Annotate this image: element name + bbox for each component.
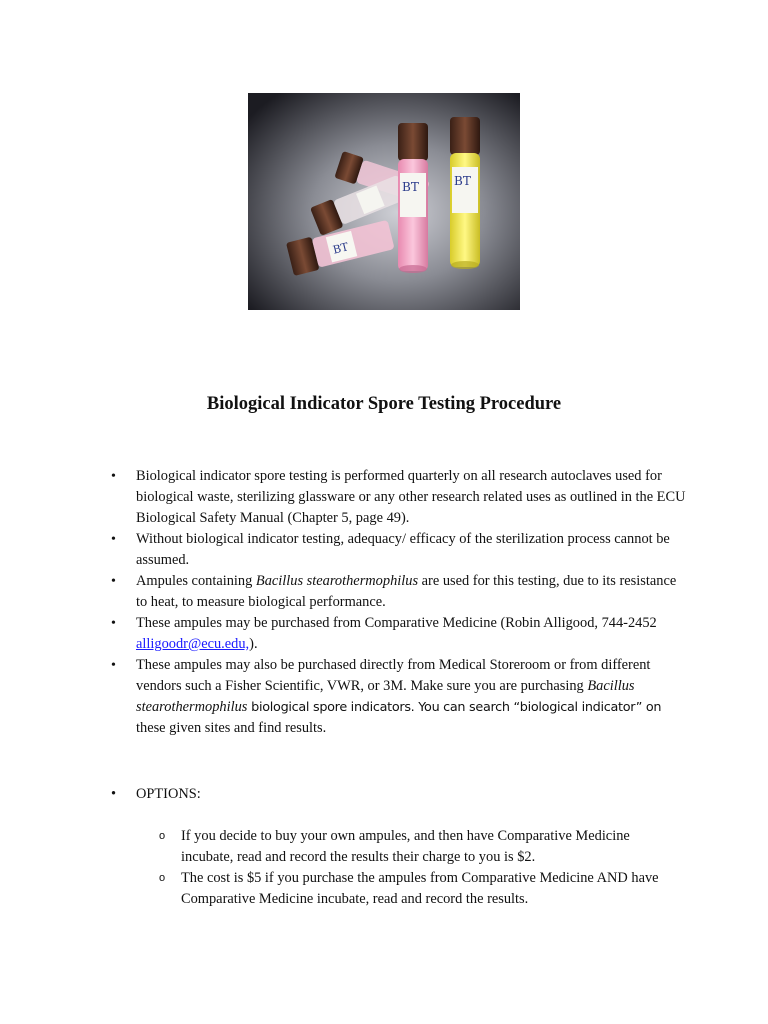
options-heading: • OPTIONS: [108,784,688,805]
bullet-text: Ampules containing [136,573,256,589]
bullet-text: These ampules may be purchased from Comparative Medicine (Robin Alligood, 744-2452 [136,615,657,631]
ampules-illustration [248,93,520,310]
options-sublist [154,826,684,910]
bullet-text: These ampules may also be purchased directly from Medical Storeroom or from different vendors such a Fisher Scientific, VWR, or 3M. Make sure you are purchasing [136,657,651,694]
bullet-purchase-vendors [108,655,688,739]
standing-vial-pink [398,123,428,273]
bullet-text: ). [249,636,258,652]
bullet-text: Without biological indicator testing, adequacy/ efficacy of the sterilization process cannot be assumed. [136,531,670,568]
ampules-photo [248,93,520,310]
bullet-text-sans: biological spore indicators. You can search “biological indicator” on [247,700,662,715]
species-name: Bacillus stearothermophilus [255,573,419,589]
vial-label-text: BT [402,180,419,194]
bullet-text: Biological indicator spore testing is performed quarterly on all research autoclaves used for biological waste, sterilizing glassware or any other research related uses as outlined in the ECU Biological Safety Manual (Chapter 5, page 49). [136,468,686,526]
page-title: Biological Indicator Spore Testing Procedure [206,394,562,414]
vial-label-text: BT [331,240,350,257]
procedure-bullet-list [108,466,688,739]
species-name: Bacillus stearothermophilus [136,678,635,715]
vial-label-text: BT [454,174,471,188]
bullet-quarterly-testing [108,466,688,529]
bullet-without-testing [108,529,688,571]
standing-vial-yellow [450,117,480,269]
email-link[interactable]: alligoodr@ecu.edu, [136,636,250,652]
option-item: o If you decide to buy your own ampules, and then have Comparative Medicine incubate, read and record the results their charge to you is $2. [154,826,684,868]
bullet-ampules-bacillus [108,571,688,613]
options-list [108,784,688,805]
bullet-text: are used for this testing, due to its resistance to heat, to measure biological performance. [136,573,677,610]
bullet-purchase-comparative-medicine [108,613,688,655]
bullet-text: these given sites and find results. [136,720,327,736]
option-item: o The cost is $5 if you purchase the ampules from Comparative Medicine AND have Comparative Medicine incubate, read and record the results. [154,868,684,910]
